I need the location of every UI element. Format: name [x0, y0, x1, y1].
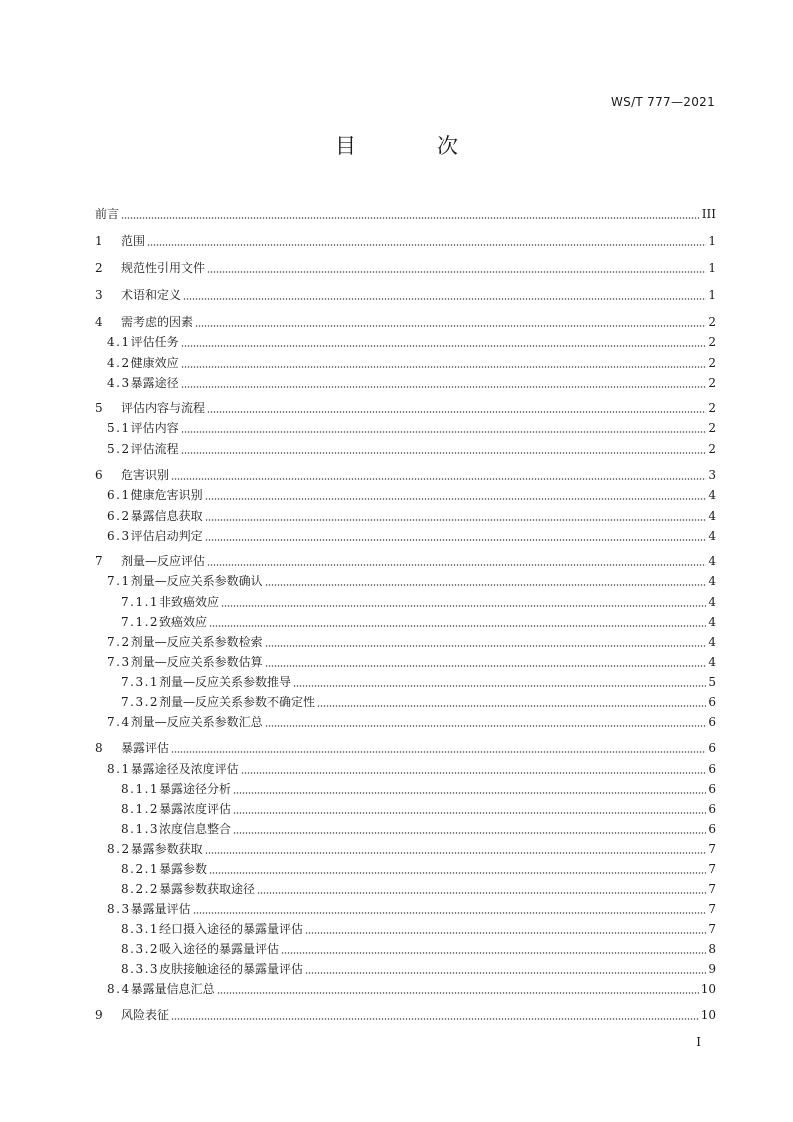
toc-entry-page: 4 [708, 509, 716, 523]
toc-entry-page: 7 [708, 922, 716, 936]
toc-entry[interactable] [95, 739, 716, 756]
toc-entry-number: 9 [95, 1008, 103, 1022]
toc-leader-dots [221, 605, 706, 607]
toc-entry-page: 6 [708, 695, 716, 709]
toc-leader-dots [207, 271, 706, 273]
toc-entry-label: 评估启动判定 [130, 529, 203, 543]
toc-entry-label: 评估流程 [130, 442, 179, 456]
toc-entry-label: 评估内容 [130, 421, 179, 435]
toc-entry-page: 2 [708, 442, 716, 456]
toc-entry-page: 2 [708, 315, 716, 329]
toc-entry-label: 剂量—反应关系参数汇总 [130, 715, 263, 729]
toc-leader-dots [305, 932, 706, 934]
toc-leader-dots [171, 751, 706, 753]
toc-entry-page: 6 [708, 782, 716, 796]
toc-entry-label: 暴露浓度评估 [159, 802, 232, 816]
toc-entry-label: 剂量—反应关系参数不确定性 [159, 695, 316, 709]
toc-entry-label: 暴露评估 [121, 741, 170, 755]
page-number: I [696, 1035, 701, 1049]
toc-entry[interactable] [95, 920, 716, 937]
toc-entry[interactable] [95, 232, 716, 249]
toc-leader-dots [293, 685, 706, 687]
toc-entry-number: 7.4 [107, 715, 131, 729]
toc-entry-label: 评估内容与流程 [121, 401, 206, 415]
toc-entry-label: 暴露信息获取 [130, 509, 203, 523]
toc-entry-number: 7.3.2 [121, 695, 160, 709]
toc-entry[interactable] [95, 419, 716, 436]
toc-entry[interactable] [95, 900, 716, 917]
toc-entry[interactable] [95, 940, 716, 957]
toc-leader-dots [265, 645, 707, 647]
toc-entry-page: III [701, 207, 716, 221]
toc-entry-number: 6.3 [107, 529, 131, 543]
toc-entry[interactable] [95, 780, 716, 797]
toc-entry[interactable] [95, 760, 716, 777]
toc-entry-page: 9 [708, 962, 716, 976]
toc-entry-page: 2 [708, 421, 716, 435]
toc-entry-page: 2 [708, 356, 716, 370]
toc-entry-number: 7.3 [107, 655, 131, 669]
toc-entry-label: 暴露途径分析 [159, 782, 232, 796]
toc-entry-page: 1 [708, 234, 716, 248]
toc-entry-label: 范围 [121, 234, 146, 248]
toc-entry-label: 浓度信息整合 [159, 822, 232, 836]
toc-entry-number: 7.3.1 [121, 675, 160, 689]
toc-entry-label: 暴露参数获取途径 [159, 882, 256, 896]
toc-entry-page: 2 [708, 335, 716, 349]
toc-entry-page: 7 [708, 902, 716, 916]
toc-entry-page: 4 [708, 595, 716, 609]
toc-entry-number: 4.3 [107, 376, 131, 390]
toc-leader-dots [147, 244, 706, 246]
toc-entry-number: 6.2 [107, 509, 131, 523]
toc-leader-dots [205, 519, 707, 521]
toc-entry-number: 3 [95, 288, 103, 302]
toc-leader-dots [181, 345, 707, 347]
toc-entry-number: 1 [95, 234, 103, 248]
toc-entry-page: 10 [700, 982, 716, 996]
toc-entry-number: 6 [95, 468, 103, 482]
toc-entry[interactable] [95, 205, 716, 222]
toc-entry-number: 5.1 [107, 421, 131, 435]
toc-entry-number: 8.2.1 [121, 862, 160, 876]
toc-entry-page: 2 [708, 376, 716, 390]
toc-entry-page: 4 [708, 635, 716, 649]
toc-entry-number: 7.1.2 [121, 615, 160, 629]
toc-leader-dots [205, 539, 707, 541]
toc-entry-label: 规范性引用文件 [121, 261, 206, 275]
toc-leader-dots [281, 952, 706, 954]
toc-entry-page: 4 [708, 574, 716, 588]
toc-leader-dots [317, 705, 706, 707]
toc-entry-number: 8.1.3 [121, 822, 160, 836]
toc-leader-dots [181, 386, 707, 388]
toc-entry-label: 吸入途径的暴露量评估 [159, 942, 280, 956]
toc-entry-page: 6 [708, 822, 716, 836]
toc-leader-dots [207, 564, 706, 566]
toc-entry[interactable] [95, 980, 716, 997]
toc-entry[interactable] [95, 820, 716, 837]
toc-entry[interactable] [95, 552, 716, 569]
toc-leader-dots [195, 325, 706, 327]
toc-entry[interactable] [95, 527, 716, 544]
toc-entry-label: 暴露途径及浓度评估 [130, 762, 239, 776]
toc-entry[interactable] [95, 613, 716, 630]
toc-entry-label: 暴露量评估 [130, 902, 191, 916]
toc-entry-page: 6 [708, 802, 716, 816]
toc-entry-page: 7 [708, 842, 716, 856]
toc-entry-page: 1 [708, 261, 716, 275]
toc-entry-number: 8.3.1 [121, 922, 160, 936]
toc-leader-dots [181, 431, 707, 433]
toc-entry-page: 6 [708, 741, 716, 755]
toc-leader-dots [183, 298, 706, 300]
toc-entry-label: 术语和定义 [121, 288, 182, 302]
toc-entry[interactable] [95, 507, 716, 524]
toc-entry[interactable] [95, 374, 716, 391]
toc-entry-number: 8 [95, 741, 103, 755]
toc-entry-label: 需考虑的因素 [121, 315, 194, 329]
toc-leader-dots [305, 972, 706, 974]
toc-entry[interactable] [95, 880, 716, 897]
toc-entry-number: 7.1.1 [121, 595, 160, 609]
toc-leader-dots [121, 217, 700, 219]
toc-entry-number: 8.3.3 [121, 962, 160, 976]
document-code: WS/T 777—2021 [610, 95, 715, 109]
toc-entry-number: 7.1 [107, 574, 131, 588]
toc-entry-page: 2 [708, 401, 716, 415]
toc-entry-page: 4 [708, 655, 716, 669]
toc-entry-number: 7.2 [107, 635, 131, 649]
toc-entry[interactable] [95, 259, 716, 276]
toc-entry[interactable] [95, 840, 716, 857]
toc-entry-number: 8.2 [107, 842, 131, 856]
toc-entry[interactable] [95, 1006, 716, 1023]
toc-entry-number: 8.1 [107, 762, 131, 776]
toc-entry-number: 8.1.2 [121, 802, 160, 816]
toc-entry-label: 非致癌效应 [159, 595, 220, 609]
toc-leader-dots [233, 812, 706, 814]
toc-entry-page: 4 [708, 615, 716, 629]
toc-entry-page: 6 [708, 715, 716, 729]
toc-leader-dots [171, 1018, 699, 1020]
toc-leader-dots [205, 852, 707, 854]
toc-entry-label: 剂量—反应关系参数估算 [130, 655, 263, 669]
toc-entry-page: 5 [708, 675, 716, 689]
toc-entry-number: 2 [95, 261, 103, 275]
toc-entry-label: 风险表征 [121, 1008, 170, 1022]
toc-entry-label: 致癌效应 [159, 615, 208, 629]
page-title: 目 次 [335, 134, 488, 158]
toc-entry-label: 暴露量信息汇总 [130, 982, 215, 996]
toc-entry-number: 8.3 [107, 902, 131, 916]
toc-entry[interactable] [95, 800, 716, 817]
toc-entry-page: 3 [708, 468, 716, 482]
toc-entry-number: 8.3.2 [121, 942, 160, 956]
toc-entry-page: 6 [708, 762, 716, 776]
toc-leader-dots [207, 411, 706, 413]
toc-entry-page: 7 [708, 862, 716, 876]
toc-entry-label: 皮肤接触途径的暴露量评估 [159, 962, 304, 976]
toc-entry-label: 剂量—反应关系参数推导 [159, 675, 292, 689]
toc-entry-label: 暴露途径 [130, 376, 179, 390]
toc-entry-page: 4 [708, 554, 716, 568]
toc-leader-dots [265, 584, 707, 586]
toc-entry[interactable] [95, 633, 716, 650]
toc-leader-dots [209, 625, 706, 627]
toc-entry[interactable] [95, 572, 716, 589]
toc-entry-label: 健康效应 [130, 356, 179, 370]
toc-entry-label: 经口摄入途径的暴露量评估 [159, 922, 304, 936]
toc-entry-page: 1 [708, 288, 716, 302]
toc-entry-number: 6.1 [107, 488, 131, 502]
toc-entry[interactable] [95, 673, 716, 690]
toc-entry[interactable] [95, 286, 716, 303]
toc-entry-label: 前言 [95, 207, 120, 221]
toc-entry-number: 8.2.2 [121, 882, 160, 896]
toc-entry-number: 8.4 [107, 982, 131, 996]
toc-entry[interactable] [95, 960, 716, 977]
toc-leader-dots [265, 665, 707, 667]
toc-entry-number: 4.2 [107, 356, 131, 370]
toc-entry[interactable] [95, 713, 716, 730]
toc-entry-page: 8 [708, 942, 716, 956]
toc-leader-dots [193, 912, 707, 914]
toc-leader-dots [233, 832, 706, 834]
toc-entry-label: 剂量—反应评估 [121, 554, 206, 568]
toc-entry-page: 7 [708, 882, 716, 896]
toc-entry[interactable] [95, 653, 716, 670]
toc-leader-dots [233, 792, 706, 794]
toc-leader-dots [181, 452, 707, 454]
toc-entry-label: 暴露参数获取 [130, 842, 203, 856]
toc-entry-number: 5 [95, 401, 103, 415]
toc-entry-label: 危害识别 [121, 468, 170, 482]
toc-entry[interactable] [95, 333, 716, 350]
toc-entry-label: 剂量—反应关系参数确认 [130, 574, 263, 588]
toc-entry-number: 5.2 [107, 442, 131, 456]
toc-entry-number: 4 [95, 315, 103, 329]
toc-leader-dots [217, 992, 699, 994]
toc-entry[interactable] [95, 440, 716, 457]
toc-entry[interactable] [95, 486, 716, 503]
toc-entry[interactable] [95, 860, 716, 877]
toc-entry-page: 4 [708, 488, 716, 502]
toc-entry-number: 7 [95, 554, 103, 568]
toc-entry-page: 4 [708, 529, 716, 543]
toc-entry[interactable] [95, 354, 716, 371]
toc-entry-label: 评估任务 [130, 335, 179, 349]
toc-entry[interactable] [95, 466, 716, 483]
toc-leader-dots [257, 892, 706, 894]
toc-entry-label: 剂量—反应关系参数检索 [130, 635, 263, 649]
toc-leader-dots [209, 872, 706, 874]
toc-entry[interactable] [95, 399, 716, 416]
toc-leader-dots [265, 725, 707, 727]
toc-leader-dots [181, 366, 707, 368]
toc-leader-dots [171, 478, 706, 480]
toc-leader-dots [241, 772, 707, 774]
toc-leader-dots [205, 498, 707, 500]
toc-entry-number: 4.1 [107, 335, 131, 349]
toc-entry[interactable] [95, 693, 716, 710]
toc-entry-label: 健康危害识别 [130, 488, 203, 502]
toc-entry-page: 10 [700, 1008, 716, 1022]
toc-entry-label: 暴露参数 [159, 862, 208, 876]
toc-entry[interactable] [95, 593, 716, 610]
toc-entry[interactable] [95, 313, 716, 330]
toc-entry-number: 8.1.1 [121, 782, 160, 796]
